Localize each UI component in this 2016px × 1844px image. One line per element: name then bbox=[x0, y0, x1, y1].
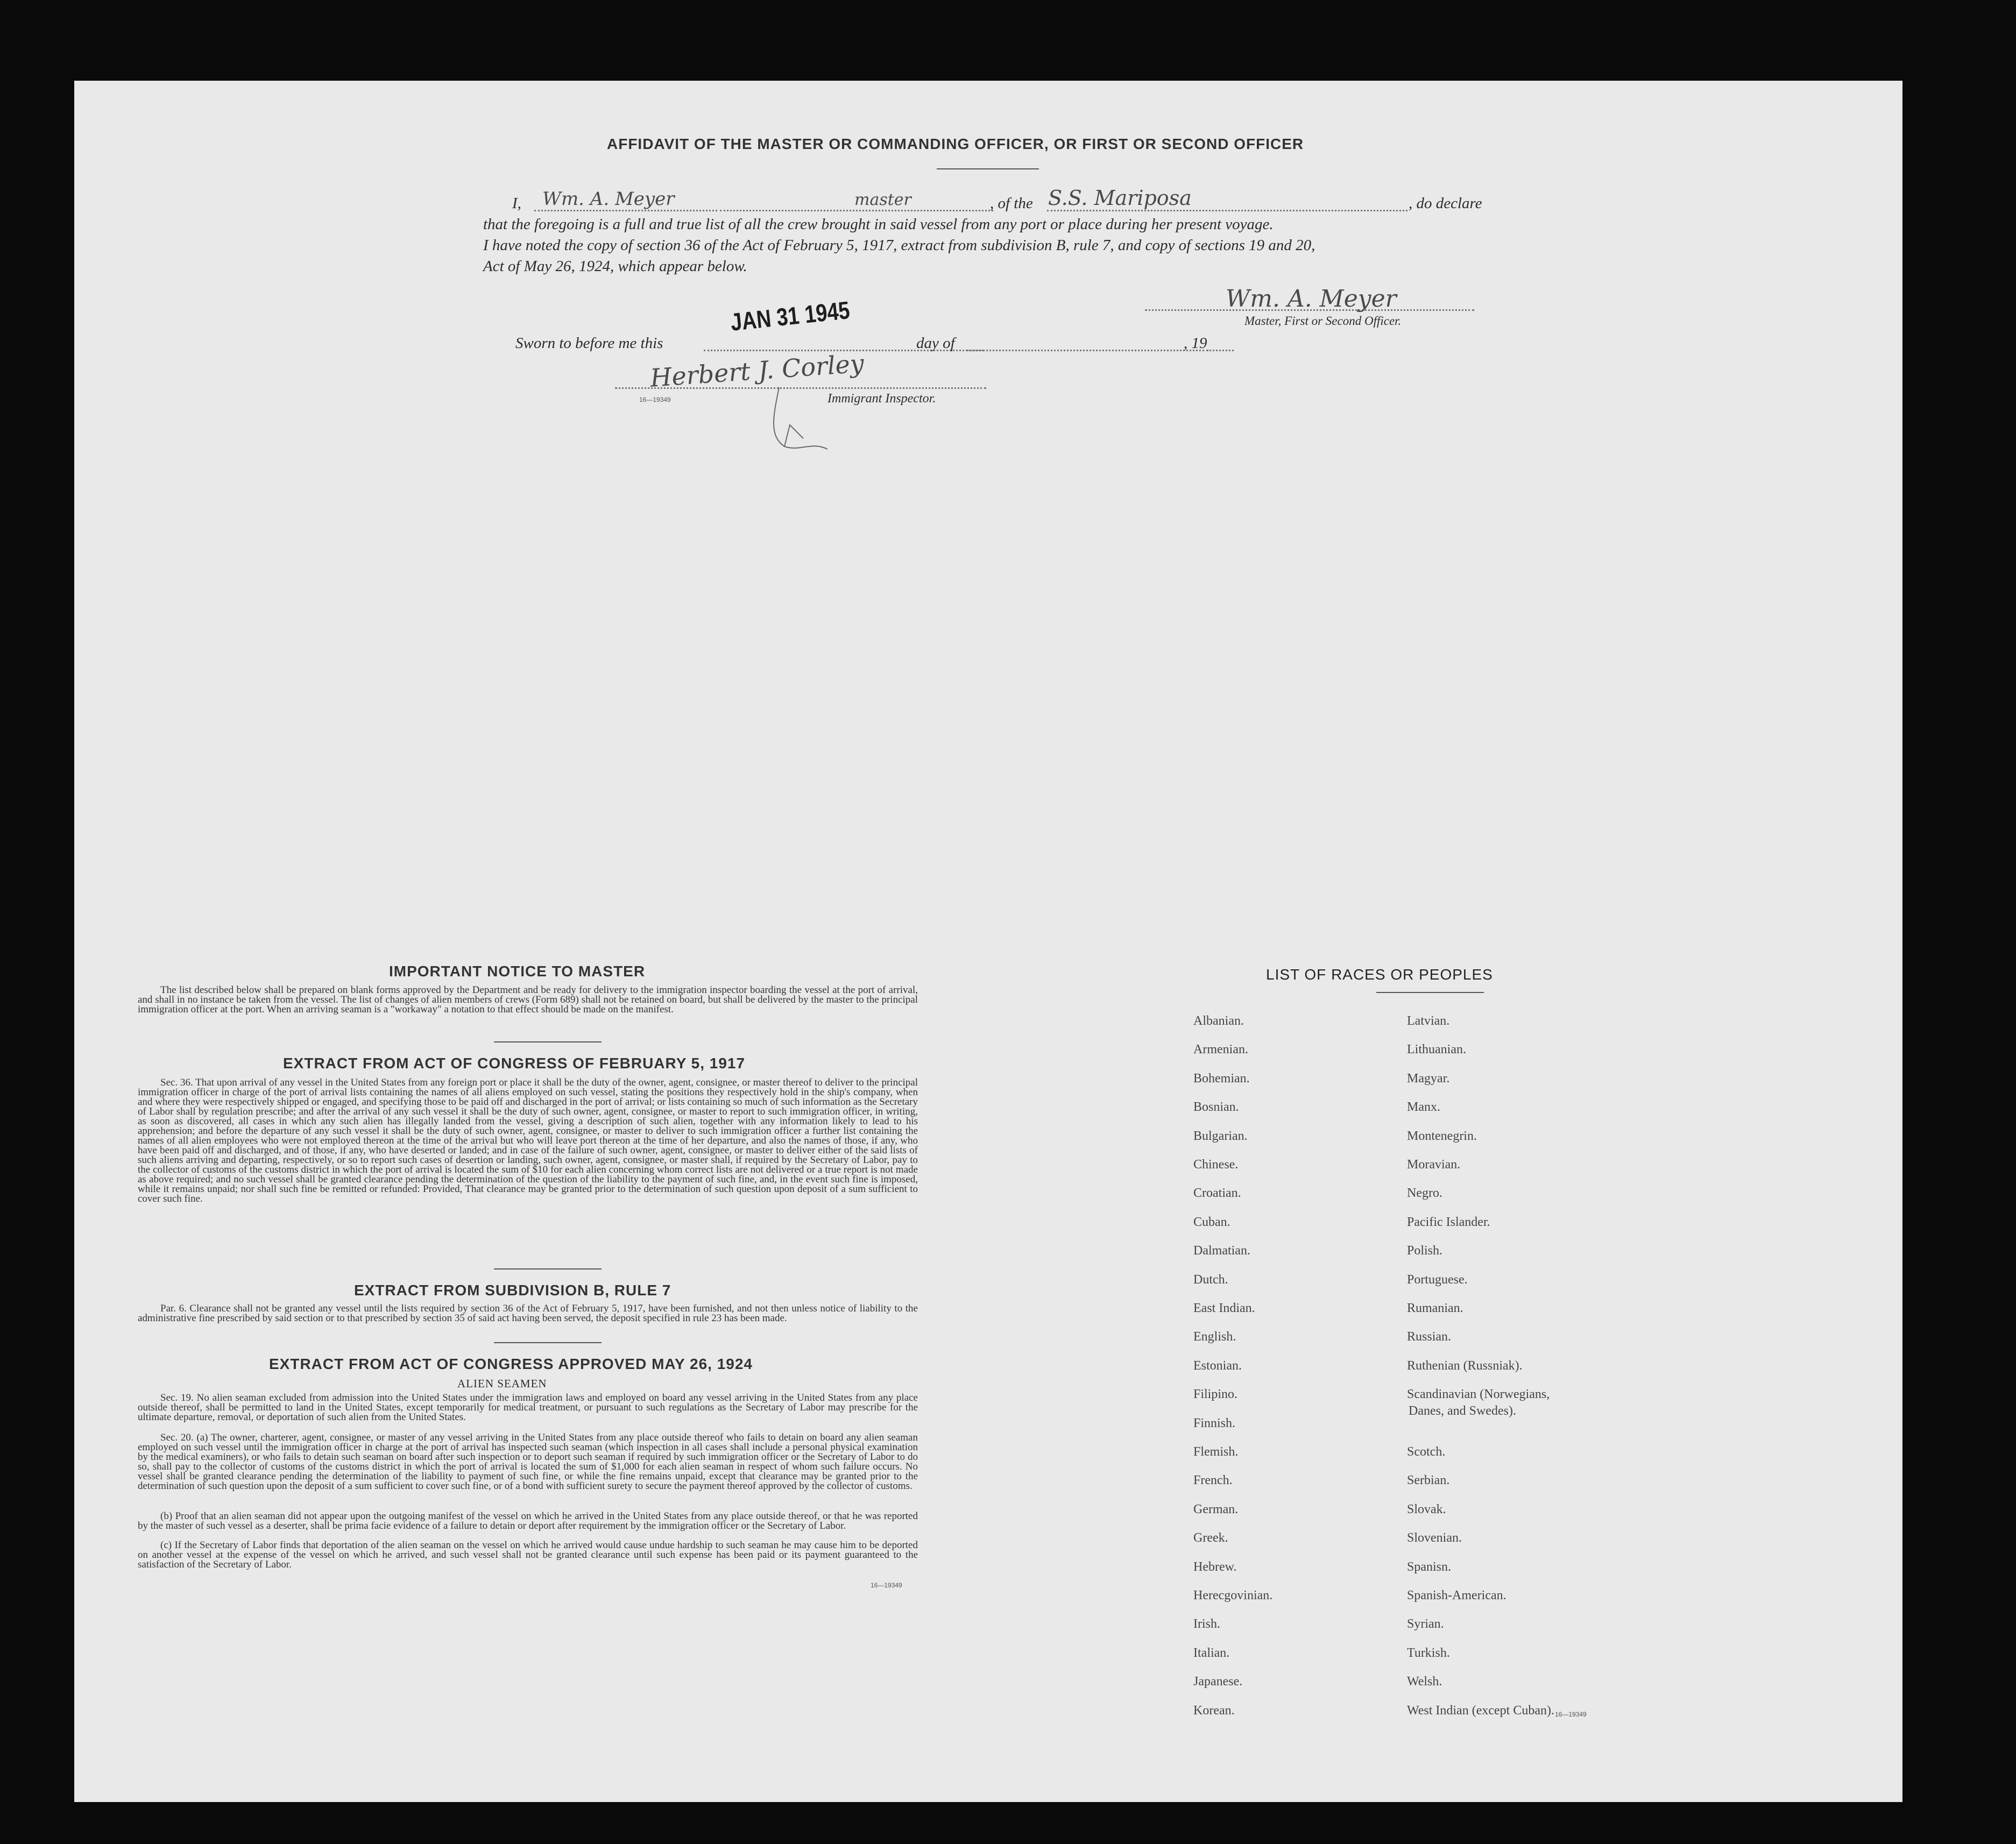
sec-20b-body: (b) Proof that an alien seaman did not appear upon the outgoing manifest of the vessel on which he arrived in the United States from any place outside thereof, or that he was reported by the master of such vessel as a deserter, shall be prima facie evidence of a failure to detain or deport after requirement by the immigration officer or the Secretary of Labor. bbox=[138, 1510, 918, 1531]
master-caption: Master, First or Second Officer. bbox=[1244, 314, 1402, 328]
extract-rule7-title: EXTRACT FROM SUBDIVISION B, RULE 7 bbox=[354, 1282, 671, 1299]
race-item: Croatian. bbox=[1193, 1186, 1241, 1201]
race-item: Hebrew. bbox=[1193, 1559, 1237, 1574]
race-item: Greek. bbox=[1193, 1531, 1228, 1545]
alien-seamen-subtitle: ALIEN SEAMEN bbox=[457, 1377, 547, 1390]
race-item: Russian. bbox=[1407, 1330, 1452, 1344]
race-item: Estonian. bbox=[1193, 1358, 1242, 1373]
sworn-label: Sworn to before me this bbox=[515, 335, 663, 352]
race-item: German. bbox=[1193, 1502, 1239, 1516]
extract-1924-title: EXTRACT FROM ACT OF CONGRESS APPROVED MAY 26, 1924 bbox=[269, 1356, 753, 1372]
year-label: , 19 bbox=[1184, 335, 1207, 352]
race-item: Bulgarian. bbox=[1193, 1129, 1248, 1143]
race-item: Bosnian. bbox=[1193, 1100, 1239, 1115]
race-item: West Indian (except Cuban). bbox=[1407, 1703, 1554, 1718]
year-blank bbox=[1207, 350, 1234, 351]
affidavit-title: AFFIDAVIT OF THE MASTER OR COMMANDING OFFICER, OR FIRST OR SECOND OFFICER bbox=[607, 136, 1304, 152]
vessel-blank bbox=[1047, 210, 1407, 211]
race-item: Finnish. bbox=[1193, 1416, 1236, 1430]
affidavit-form-number: 16—19349 bbox=[639, 396, 671, 403]
name-blank bbox=[534, 210, 717, 211]
affidavit-line-2: that the foregoing is a full and true list of all the crew brought in said vessel from any port or place during her present voyage. bbox=[483, 216, 1274, 233]
race-item: Rumanian. bbox=[1407, 1301, 1463, 1315]
title-divider bbox=[937, 168, 1039, 169]
race-item: Flemish. bbox=[1193, 1445, 1239, 1459]
race-item: Herecgovinian. bbox=[1193, 1588, 1273, 1602]
race-item: Italian. bbox=[1193, 1646, 1230, 1660]
do-declare-label: , do declare bbox=[1409, 195, 1482, 212]
race-item: Scotch. bbox=[1407, 1445, 1446, 1459]
race-item: Manx. bbox=[1407, 1100, 1440, 1115]
affidavit-i: I, bbox=[512, 195, 521, 212]
inspector-signature: Herbert J. Corley bbox=[649, 349, 865, 393]
extract-form-number: 16—19349 bbox=[871, 1581, 902, 1589]
race-item: Slovenian. bbox=[1407, 1531, 1462, 1545]
race-item: Syrian. bbox=[1407, 1617, 1444, 1632]
sec-19-body: Sec. 19. No alien seaman excluded from admission into the United States under the immigration laws and employed on board any vessel arriving in the United States from any place outside thereof, shall be permitted to land in the United States, except temporarily for medical treatment, or pursuant to such regulations as the Secretary of Labor may prescribe for the ultimate departure, removal, or deportation of such alien from the United States. bbox=[138, 1392, 918, 1423]
races-title: LIST OF RACES OR PEOPLES bbox=[1266, 966, 1493, 983]
affidavit-line-3: I have noted the copy of section 36 of the Act of February 5, 1917, extract from subdivision B, rule 7, and copy of sections 19 and 20, bbox=[483, 237, 1315, 254]
race-item: Latvian. bbox=[1407, 1014, 1450, 1028]
race-item: Negro. bbox=[1407, 1186, 1442, 1201]
day-of-label: day of bbox=[916, 335, 955, 352]
race-item: Japanese. bbox=[1193, 1675, 1243, 1689]
race-item: Spanisn. bbox=[1407, 1559, 1452, 1574]
race-item: Pacific Islander. bbox=[1407, 1215, 1490, 1229]
sec-20c-body: (c) If the Secretary of Labor finds that deportation of the alien seaman on the vessel on which he arrived would cause undue hardship to such seaman he may cause him to be deported on another vessel at the expense of the vessel on which he arrived, and such vessel shall not be granted clearance until such expense has been paid or its payment guaranteed to the satisfaction of the Secretary of Labor. bbox=[138, 1540, 918, 1570]
notice-title: IMPORTANT NOTICE TO MASTER bbox=[389, 963, 646, 980]
race-item: Ruthenian (Russniak). bbox=[1407, 1358, 1523, 1373]
extract-1917-title: EXTRACT FROM ACT OF CONGRESS OF FEBRUARY 5, 1917 bbox=[283, 1055, 746, 1072]
race-item-continuation: Danes, and Swedes). bbox=[1409, 1404, 1516, 1418]
race-item: Moravian. bbox=[1407, 1158, 1461, 1172]
race-item: Portuguese. bbox=[1407, 1272, 1468, 1287]
rank-blank bbox=[720, 210, 993, 211]
race-item: Cuban. bbox=[1193, 1215, 1230, 1229]
race-item: Dalmatian. bbox=[1193, 1244, 1250, 1258]
extract-rule7-body: Par. 6. Clearance shall not be granted any vessel until the lists required by section 36 of the Act of February 5, 1917, have been furnished, and not then unless notice of liability to the administrative fine prescribed by said section or to that prescribed by section 35 of said act having been served, the deposit specified in rule 23 has been made. bbox=[138, 1303, 918, 1324]
race-item: Bohemian. bbox=[1193, 1071, 1250, 1086]
race-item: Welsh. bbox=[1407, 1675, 1442, 1689]
month-blank bbox=[966, 350, 1208, 351]
section-divider bbox=[494, 1041, 602, 1042]
race-item: Armenian. bbox=[1193, 1042, 1248, 1057]
race-item: Serbian. bbox=[1407, 1473, 1450, 1488]
inspector-caption: Immigrant Inspector. bbox=[827, 392, 936, 406]
vessel-name: S.S. Mariposa bbox=[1048, 186, 1192, 210]
race-item: Chinese. bbox=[1193, 1158, 1239, 1172]
race-item: Polish. bbox=[1407, 1244, 1443, 1258]
section-divider bbox=[494, 1268, 602, 1269]
race-item: East Indian. bbox=[1193, 1301, 1255, 1315]
race-item: English. bbox=[1193, 1330, 1236, 1344]
date-stamp: JAN 31 1945 bbox=[729, 295, 851, 336]
affidavit-line-4: Act of May 26, 1924, which appear below. bbox=[483, 258, 747, 275]
race-item: Montenegrin. bbox=[1407, 1129, 1477, 1143]
document-page bbox=[74, 81, 1902, 1802]
of-the-label: , of the bbox=[990, 195, 1033, 212]
extract-1917-body: Sec. 36. That upon arrival of any vessel in the United States from any foreign port or place it shall be the duty of the owner, agent, consignee, or master thereof to deliver to the principal immigration officer in charge of the port of arrival lists containing the names of all aliens employed on such vessel, stating the positions they respectively hold in the ship's company, when and where they were respectively shipped or engaged, and specifying those to be paid off and discharged in the port of arrival; or lists containing so much of such information as the Secretary of Labor shall by regulation prescribe; and after the arrival of any such vessel it shall be the duty of such owner, agent, consignee, or master to report to such immigration officer, in writing, as soon as discovered, all cases in which any such alien has illegally landed from the vessel, giving a description of such alien, together with any information likely to lead to his apprehension; and before the departure of any such vessel it shall be the duty of such owner, agent, consignee, or master to deliver to such immigration officer a further list containing the names of all alien employees who were not employed thereon at the time of the arrival but who will leave port thereon at the time of her departure, and also the names of those, if any, who have been paid off and discharged, and of those, if any, who have deserted or landed; and in case of the failure of such owner, agent, consignee, or master to deliver either of the said lists of such aliens arriving and departing, respectively, or so to report such cases of desertion or landing, such owner, agent, consignee, or master shall, if required by the Secretary of Labor, pay to the collector of customs of the customs district in which the port of arrival is located the sum of $10 for each alien concerning whom correct lists are not delivered or a true report is not made as above required; and no such vessel shall be granted clearance pending the determination of the question of the liability to the payment of such fine, and, in the event such fine is imposed, while it remains unpaid; nor shall such fine be remitted or refunded: Provided, That clearance may be granted prior to the determination of such question upon deposit of a sum sufficient to cover such fine. bbox=[138, 1077, 918, 1204]
sec-20a-body: Sec. 20. (a) The owner, charterer, agent, consignee, or master of any vessel arriving in the United States from any place outside thereof who fails to detain on board any alien seaman employed on such vessel until the immigration officer in charge at the port of arrival has inspected such seaman (which inspection in all cases shall include a personal physical examination by the medical examiners), or who fails to detain such seaman on board after such inspection or to deport such seaman if required by such immigration officer or the Secretary of Labor to do so, shall pay to the collector of customs of the customs district in which the port of arrival is located the sum of $1,000 for each alien seaman in respect of whom such failure occurs. No vessel shall be granted clearance pending the determination of the liability to payment of such fine, or while the fine remains unpaid, except that clearance may be granted prior to the determination of such question upon the deposit of a sum sufficient to cover such fine, or of a bond with sufficient surety to secure the payment thereof approved by the collector of customs. bbox=[138, 1432, 918, 1492]
race-item: Korean. bbox=[1193, 1703, 1235, 1718]
race-item: Spanish-American. bbox=[1407, 1588, 1506, 1602]
race-item: Slovak. bbox=[1407, 1502, 1446, 1516]
race-item: Dutch. bbox=[1193, 1272, 1228, 1287]
races-form-number: 16—19349 bbox=[1555, 1711, 1587, 1718]
section-divider bbox=[494, 1342, 602, 1343]
race-item: Albanian. bbox=[1193, 1014, 1244, 1028]
race-item: Lithuanian. bbox=[1407, 1042, 1466, 1057]
master-signature: Wm. A. Meyer bbox=[1226, 285, 1397, 313]
master-rank: master bbox=[854, 190, 911, 209]
race-item: Turkish. bbox=[1407, 1646, 1450, 1660]
race-item: Filipino. bbox=[1193, 1387, 1238, 1402]
race-item: French. bbox=[1193, 1473, 1233, 1488]
notice-body: The list described below shall be prepared on blank forms approved by the Department and be ready for delivery to the immigration inspector boarding the vessel at the port of arrival, and shall in no instance be taken from the vessel. The list of changes of alien members of crews (Form 689) shall not be retained on board, but shall be delivered by the master to the principal immigration officer at the port. When an arriving seaman is a "workaway" a notation to that effect should be made on the manifest. bbox=[138, 984, 918, 1015]
race-item: Scandinavian (Norwegians, bbox=[1407, 1387, 1550, 1402]
race-item: Irish. bbox=[1193, 1617, 1220, 1632]
master-name: Wm. A. Meyer bbox=[542, 188, 675, 210]
races-divider bbox=[1376, 992, 1484, 993]
race-item: Magyar. bbox=[1407, 1071, 1450, 1086]
